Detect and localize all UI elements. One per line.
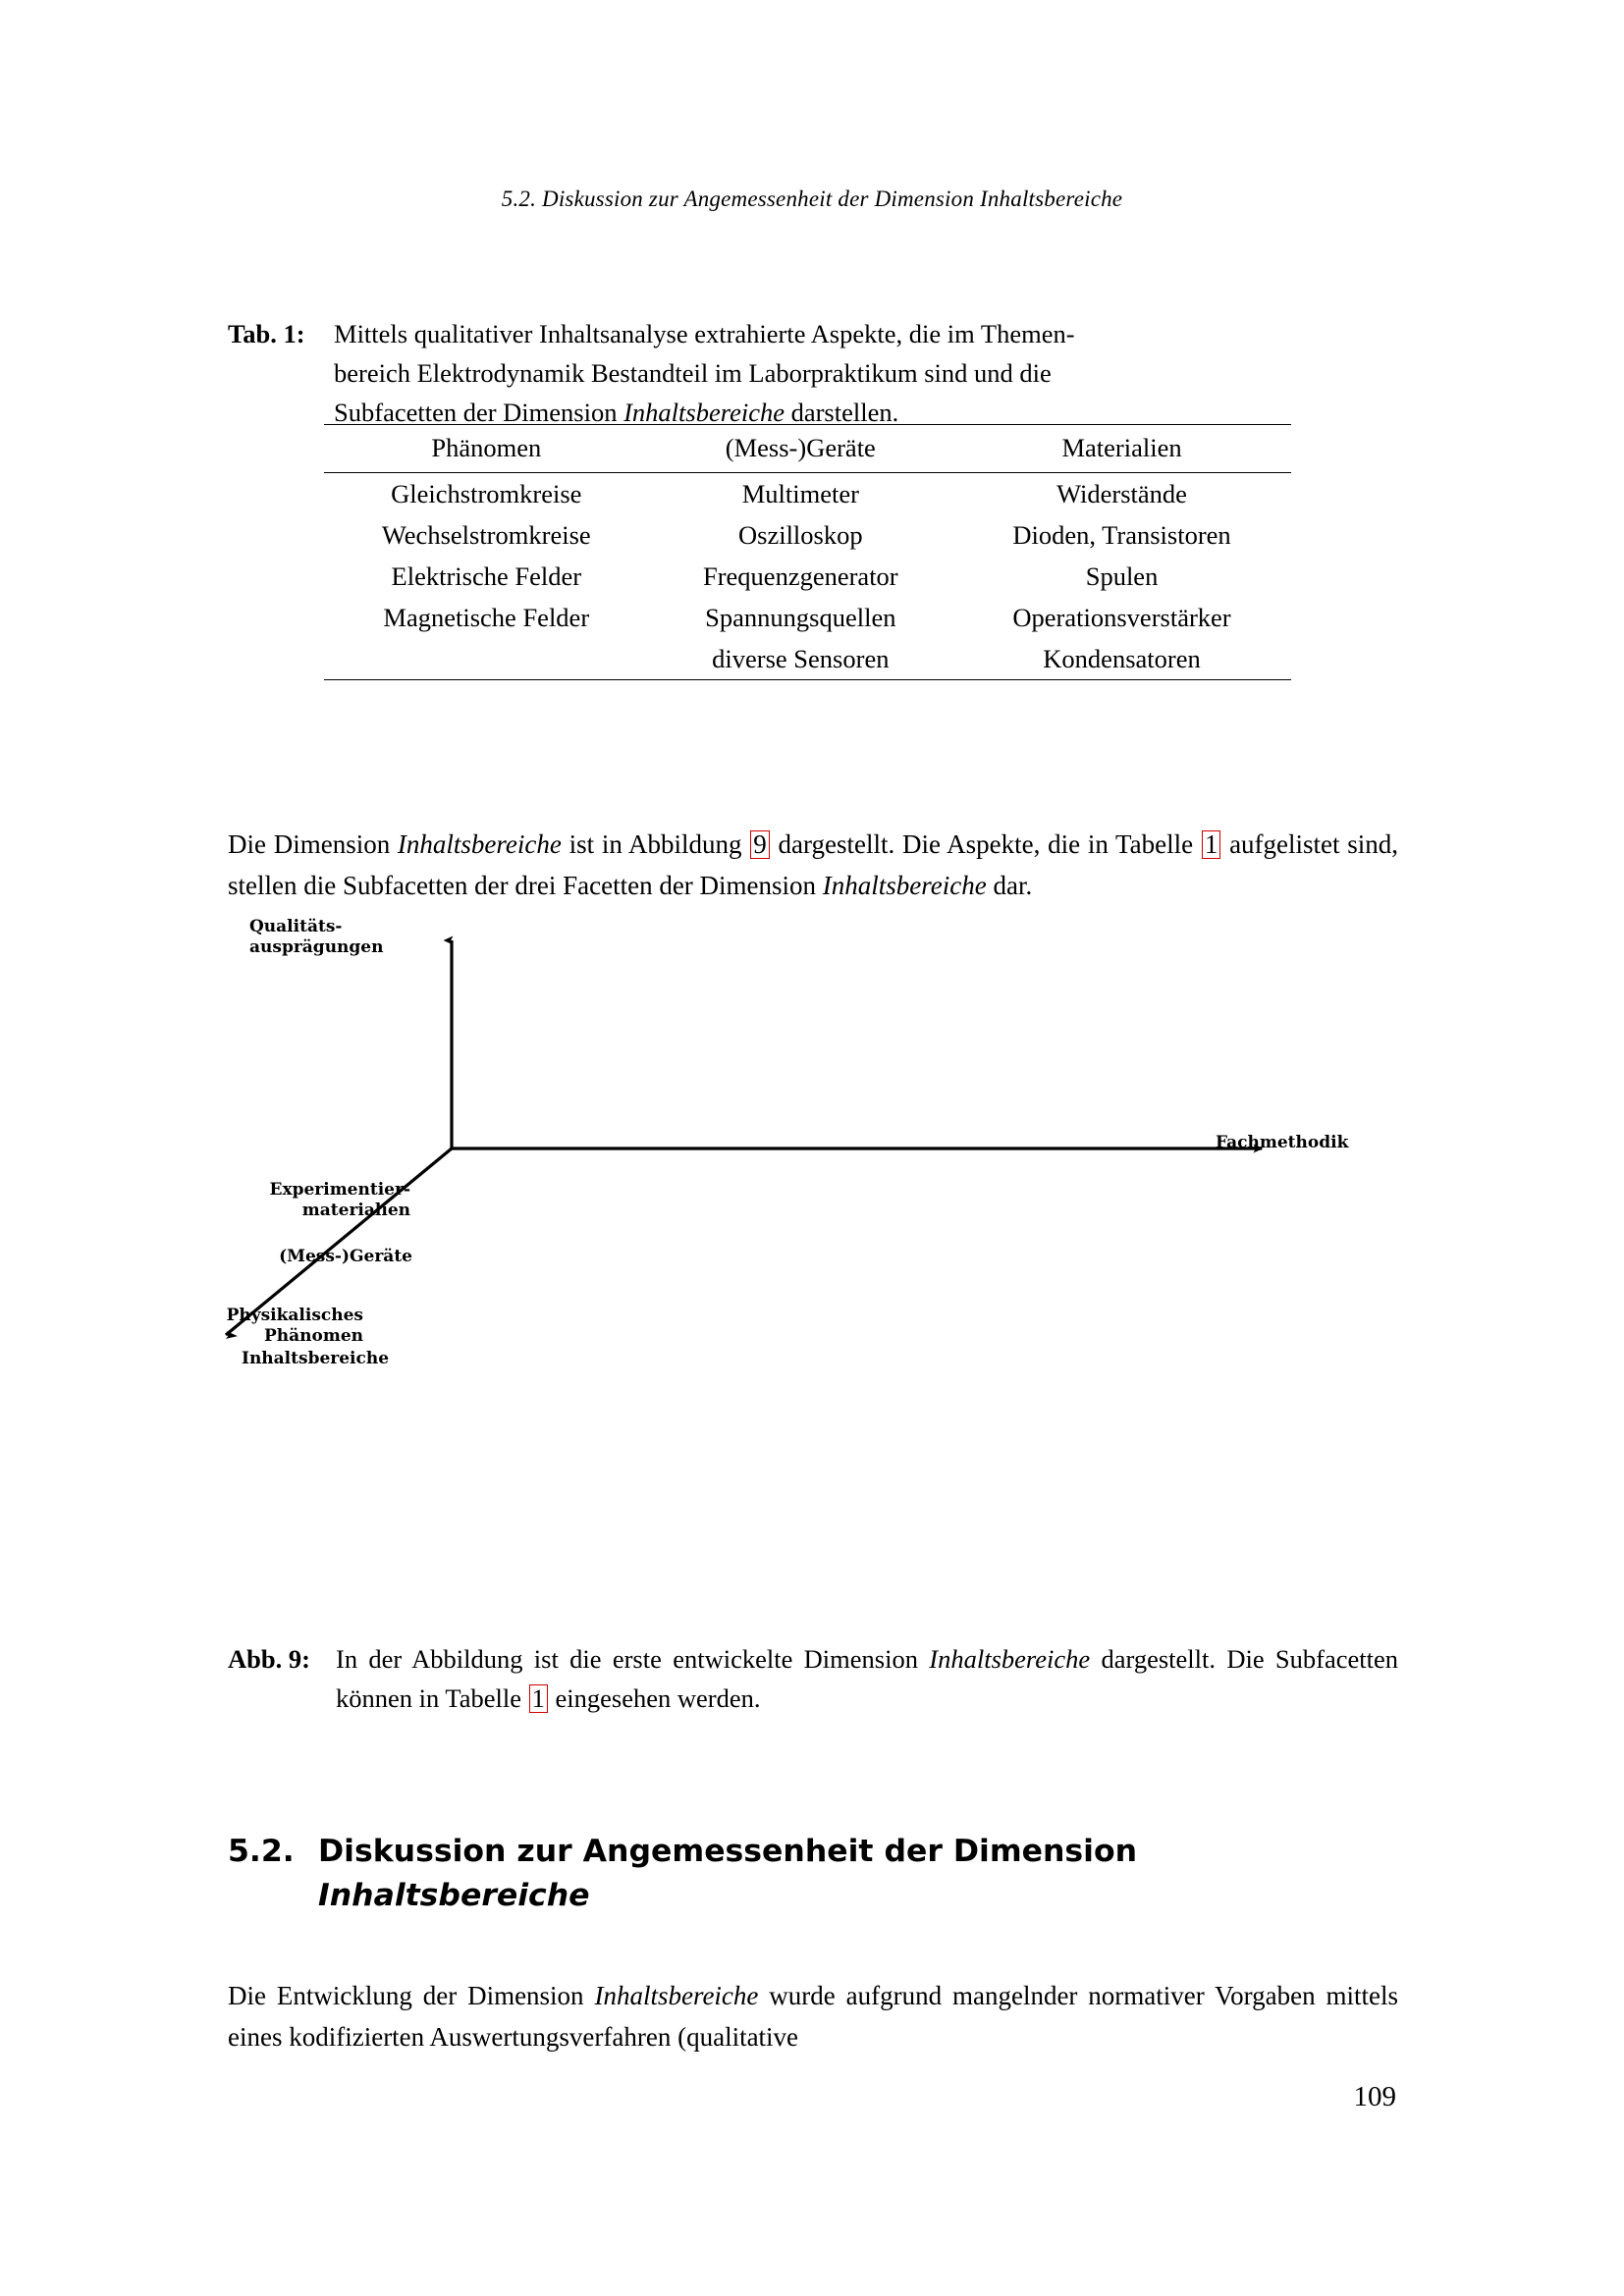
x-axis-label-text2: Fachmethodik xyxy=(1216,1133,1349,1152)
table-caption-line2: bereich Elektrodynamik Bestandteil im Laborpraktikum sind und die xyxy=(334,358,1052,389)
table-header-row xyxy=(324,425,1291,473)
figure-caption xyxy=(228,1639,1398,1718)
table-caption-line3-b: darstellen. xyxy=(784,398,899,428)
tick2-text: (Mess-)Geräte xyxy=(279,1247,412,1266)
table-caption-line3-em: Inhaltsbereiche xyxy=(623,398,785,428)
table-row xyxy=(324,597,1291,638)
table-row xyxy=(324,473,1291,515)
para2-em1: Inhaltsbereiche xyxy=(594,1981,759,2010)
section-heading xyxy=(228,1830,1406,1917)
figcap-seg1: In der Abbildung ist die erste entwickelte Dimension xyxy=(336,1643,930,1674)
table-cell: Widerstände xyxy=(1056,478,1187,508)
table-caption-text xyxy=(334,314,1398,433)
page-number: 109 xyxy=(1353,2081,1396,2112)
running-head: 5.2. Diskussion zur Angemessenheit der Dimension Inhaltsbereiche xyxy=(501,187,1123,211)
tick-label-experimentiermaterialien xyxy=(251,1180,410,1222)
table-caption-line1: Mittels qualitativer Inhaltsanalyse extrahierte Aspekte, die im Themen- xyxy=(334,318,1075,348)
figcap-em1: Inhaltsbereiche xyxy=(929,1643,1091,1674)
tick3-line1: Physikalisches xyxy=(226,1306,363,1325)
tick1-line1: Experimentier- xyxy=(269,1180,410,1200)
table-cell: Dioden, Transistoren xyxy=(1012,519,1231,550)
table-row xyxy=(324,556,1291,597)
para1-seg2: ist in Abbildung xyxy=(561,829,750,859)
table-cell: Kondensatoren xyxy=(1043,643,1201,673)
figure-caption-label: Abb. 9: xyxy=(228,1644,310,1674)
aspects-table xyxy=(324,424,1291,680)
table-cell: Operationsverstärker xyxy=(1012,602,1231,632)
table-caption-label: Tab. 1: xyxy=(228,319,305,348)
para1-seg4: aufgelistet sind, stellen die Subfacetten der drei Facetten der Dimension xyxy=(228,829,1399,901)
table-cell: Wechselstromkreise xyxy=(381,519,591,550)
tick-label-messgeraete xyxy=(196,1247,412,1267)
table-caption-line3-a: Subfacetten der Dimension xyxy=(334,398,624,428)
paragraph-entwicklung xyxy=(228,1975,1398,2058)
y-axis-label-line2: ausprägungen xyxy=(249,937,384,958)
figure-reference-link[interactable]: 9 xyxy=(750,830,770,859)
y-axis-label xyxy=(249,917,383,959)
figure-caption-text xyxy=(336,1639,1398,1719)
table-cell: Oszilloskop xyxy=(738,519,863,550)
table-cell: Multimeter xyxy=(741,478,859,508)
figcap-seg2: dargestellt. Die Subfacetten können in Tabelle xyxy=(336,1643,1398,1714)
x-axis-label-placed xyxy=(1216,1133,1348,1153)
table-row xyxy=(324,514,1291,556)
section-title-line1: Diskussion zur Angemessenheit der Dimension xyxy=(318,1834,1138,1870)
para1-em1: Inhaltsbereiche xyxy=(397,829,562,859)
table-row xyxy=(324,638,1291,680)
tick3-line2: Phänomen xyxy=(263,1326,363,1347)
z-axis-label xyxy=(242,1349,389,1369)
table-header-cell: (Mess-)Geräte xyxy=(725,433,876,462)
tick1-line2: materialien xyxy=(301,1201,410,1221)
table-reference-link[interactable]: 1 xyxy=(1202,830,1221,859)
figure-dimension-axes xyxy=(206,917,1434,1610)
y-axis-label-line1: Qualitäts- xyxy=(249,917,343,936)
para1-seg1: Die Dimension xyxy=(228,829,398,859)
para2-seg1: Die Entwicklung der Dimension xyxy=(228,1981,595,2010)
para1-em2: Inhaltsbereiche xyxy=(822,871,987,901)
para1-seg3: dargestellt. Die Aspekte, die in Tabelle xyxy=(770,829,1201,859)
section-title-line2: Inhaltsbereiche xyxy=(318,1877,590,1913)
table-cell: Spulen xyxy=(1085,561,1159,591)
table-cell: Frequenzgenerator xyxy=(702,561,898,591)
tick-label-physikalisches-phaenomen xyxy=(147,1306,363,1348)
table-header-cell: Materialien xyxy=(1061,433,1182,462)
table-header-cell: Phänomen xyxy=(431,433,542,462)
table-cell: Spannungsquellen xyxy=(705,602,896,632)
paragraph-dimension-intro xyxy=(228,824,1398,907)
table-caption xyxy=(228,314,1398,433)
table-cell: Elektrische Felder xyxy=(391,561,582,591)
section-number: 5.2. xyxy=(228,1834,295,1870)
z-axis-label-text: Inhaltsbereiche xyxy=(242,1349,390,1368)
table-cell: Gleichstromkreise xyxy=(391,478,582,508)
table-cell: diverse Sensoren xyxy=(712,643,890,673)
figcap-seg3: eingesehen werden. xyxy=(548,1683,761,1714)
table-cell xyxy=(324,638,649,680)
aspects-table-wrapper xyxy=(324,424,1291,680)
para1-seg5: dar. xyxy=(986,871,1033,901)
table-cell: Magnetische Felder xyxy=(383,602,590,632)
para2-seg2: wurde aufgrund mangelnder normativer Vorgaben mittels eines kodifizierten Auswertungsverfahren (qualitative xyxy=(228,1981,1399,2053)
table-reference-link-2[interactable]: 1 xyxy=(529,1684,548,1713)
